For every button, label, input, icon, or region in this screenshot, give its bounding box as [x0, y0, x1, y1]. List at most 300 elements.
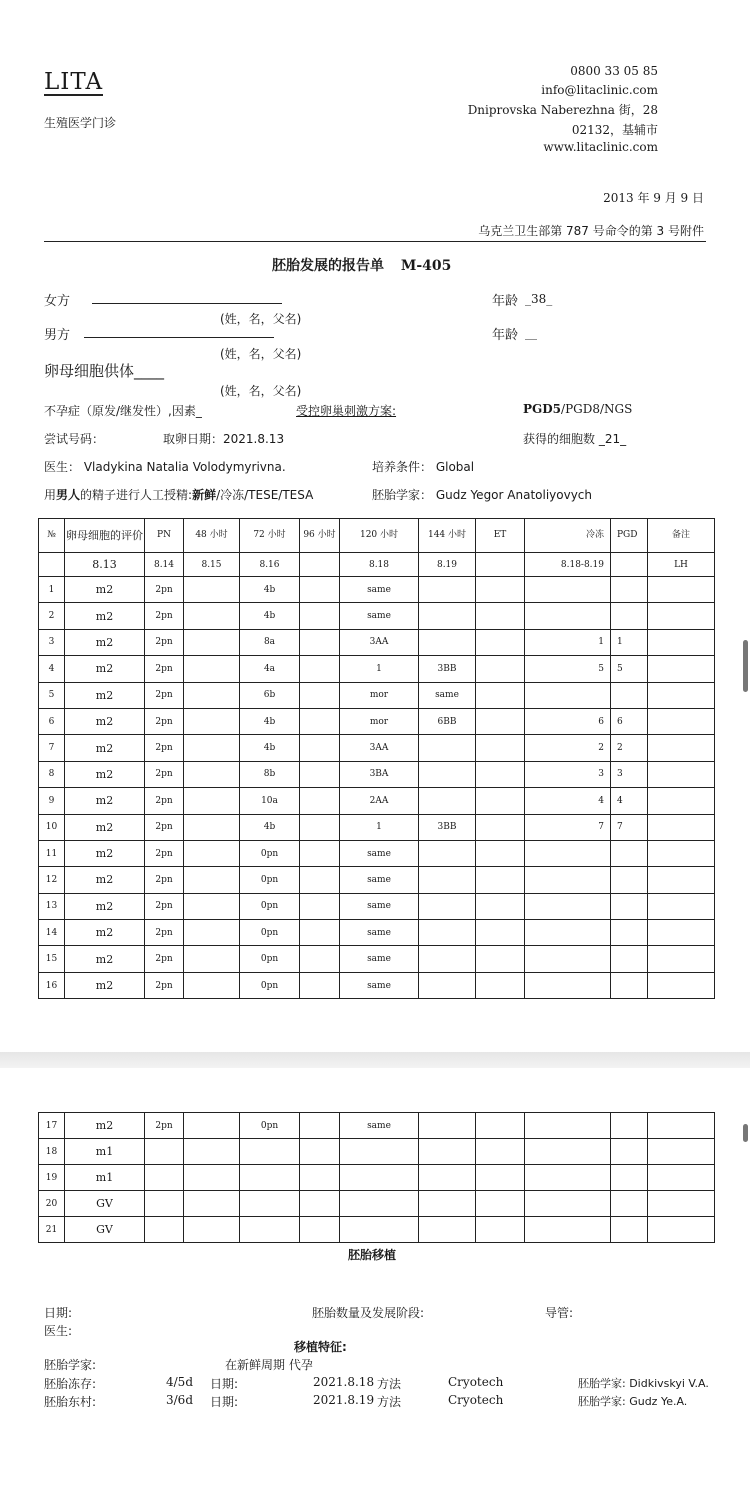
cell-h72: 4b — [240, 814, 300, 840]
cell-oocyte-eval: m2 — [65, 920, 145, 946]
cell-h96 — [300, 1191, 340, 1217]
infertility-field: 不孕症（原发/继发性）,因素_ — [44, 404, 202, 418]
cell-frozen: 8.18-8.19 — [525, 553, 611, 577]
table-row — [39, 1165, 715, 1191]
cell-pn: 2pn — [145, 946, 184, 972]
cell-pn: 2pn — [145, 893, 184, 919]
transfer-features-title: 移植特征: — [294, 1340, 347, 1354]
female-age-label: 年龄 — [492, 294, 519, 309]
cell-pn: 2pn — [145, 840, 184, 866]
table-row — [39, 603, 715, 629]
cell-notes — [648, 1139, 715, 1165]
cell-oocyte-eval: GV — [65, 1217, 145, 1243]
cell-frozen — [525, 1139, 611, 1165]
cell-frozen: 4 — [525, 788, 611, 814]
cell-h96 — [300, 788, 340, 814]
cell-h120: 3BA — [340, 761, 419, 787]
cell-notes — [648, 1113, 715, 1139]
cell-h144 — [419, 1165, 476, 1191]
cell-h144: 3BB — [419, 814, 476, 840]
cell-h96 — [300, 946, 340, 972]
cell-pgd — [611, 1165, 648, 1191]
cell-h72: 72 小时 — [240, 519, 300, 553]
cell-et — [476, 553, 525, 577]
cell-notes — [648, 1165, 715, 1191]
cell-h120: 120 小时 — [340, 519, 419, 553]
cell-et — [476, 1165, 525, 1191]
cell-frozen — [525, 867, 611, 893]
oocyte-donor-label: 卵母细胞供体____ — [44, 362, 165, 380]
table-row — [39, 761, 715, 787]
cell-row-number: 10 — [39, 814, 65, 840]
freeze-method-label: 方法 — [377, 1377, 402, 1391]
cell-oocyte-eval: 卵母细胞的评价 — [65, 519, 145, 553]
cell-h96 — [300, 553, 340, 577]
cell-et — [476, 603, 525, 629]
cell-h120 — [340, 1139, 419, 1165]
thaw-stage: 3/6d — [166, 1393, 193, 1407]
cell-row-number: 21 — [39, 1217, 65, 1243]
scrollbar-page1[interactable] — [743, 640, 748, 692]
cell-oocyte-eval: 8.13 — [65, 553, 145, 577]
cell-pgd — [611, 867, 648, 893]
table-row — [39, 920, 715, 946]
cell-pgd — [611, 553, 648, 577]
cell-h48 — [184, 1217, 240, 1243]
cell-oocyte-eval: m2 — [65, 814, 145, 840]
cell-frozen: 2 — [525, 735, 611, 761]
cell-pgd — [611, 920, 648, 946]
cell-pn: PN — [145, 519, 184, 553]
cell-pn — [145, 1217, 184, 1243]
cell-notes — [648, 840, 715, 866]
cell-row-number: 12 — [39, 867, 65, 893]
cell-oocyte-eval: m2 — [65, 735, 145, 761]
cell-et — [476, 840, 525, 866]
cell-h96 — [300, 1113, 340, 1139]
cell-notes — [648, 761, 715, 787]
cell-notes — [648, 1191, 715, 1217]
cell-frozen — [525, 603, 611, 629]
cell-h72: 8.16 — [240, 553, 300, 577]
cell-pgd — [611, 1191, 648, 1217]
sperm-rest: /冷冻/TESE/TESA — [216, 488, 314, 502]
cell-pn: 2pn — [145, 920, 184, 946]
cell-h144 — [419, 972, 476, 998]
cell-oocyte-eval: m2 — [65, 761, 145, 787]
cell-frozen — [525, 893, 611, 919]
stimulation-protocol: 受控卵巢刺激方案: — [296, 404, 397, 418]
cell-notes — [648, 735, 715, 761]
female-label: 女方 — [44, 294, 71, 309]
cell-h96 — [300, 840, 340, 866]
cell-h72: 0pn — [240, 1113, 300, 1139]
cell-h96 — [300, 629, 340, 655]
cell-h120: 2AA — [340, 788, 419, 814]
cell-pn — [145, 1165, 184, 1191]
table-row — [39, 946, 715, 972]
cell-h96 — [300, 656, 340, 682]
cell-oocyte-eval: m2 — [65, 972, 145, 998]
female-name-field — [92, 286, 282, 304]
cell-frozen — [525, 1113, 611, 1139]
cell-h72: 8a — [240, 629, 300, 655]
cell-et — [476, 735, 525, 761]
cell-frozen — [525, 1191, 611, 1217]
embryo-table — [38, 518, 715, 999]
header-divider — [44, 241, 706, 242]
cell-oocyte-eval: m2 — [65, 577, 145, 603]
cell-h72 — [240, 1191, 300, 1217]
cells-obtained: 获得的细胞数 _21_ — [523, 432, 627, 446]
cell-pgd — [611, 1113, 648, 1139]
cell-h96 — [300, 867, 340, 893]
cell-h72: 0pn — [240, 972, 300, 998]
table-row — [39, 1113, 715, 1139]
cell-pgd: 7 — [611, 814, 648, 840]
cell-h120: 3AA — [340, 629, 419, 655]
cell-pgd — [611, 972, 648, 998]
female-age-value: _38_ — [525, 292, 553, 306]
cell-h48 — [184, 577, 240, 603]
cell-row-number: 5 — [39, 682, 65, 708]
cell-h96 — [300, 682, 340, 708]
cell-h120: 3AA — [340, 735, 419, 761]
cell-h48 — [184, 972, 240, 998]
cell-row-number: 15 — [39, 946, 65, 972]
cell-h144 — [419, 603, 476, 629]
table-row — [39, 629, 715, 655]
cell-h48 — [184, 761, 240, 787]
cell-pgd: 3 — [611, 761, 648, 787]
scrollbar-page2[interactable] — [743, 1124, 748, 1142]
cell-pn: 2pn — [145, 603, 184, 629]
cell-h144 — [419, 577, 476, 603]
cell-h72: 4a — [240, 656, 300, 682]
cell-pn: 2pn — [145, 972, 184, 998]
cell-h96 — [300, 1165, 340, 1191]
cell-h48 — [184, 656, 240, 682]
cell-row-number: 9 — [39, 788, 65, 814]
cell-h48: 48 小时 — [184, 519, 240, 553]
cell-notes — [648, 656, 715, 682]
cell-h48 — [184, 788, 240, 814]
cell-row-number: 11 — [39, 840, 65, 866]
table-row — [39, 577, 715, 603]
cell-et — [476, 656, 525, 682]
table-header-row — [39, 519, 715, 553]
clinic-subtitle: 生殖医学门诊 — [44, 116, 117, 130]
report-page-2 — [0, 1068, 750, 1489]
cell-h144 — [419, 761, 476, 787]
cell-frozen: 5 — [525, 656, 611, 682]
cell-h144 — [419, 920, 476, 946]
cell-frozen: 7 — [525, 814, 611, 840]
cell-pn: 2pn — [145, 629, 184, 655]
cell-oocyte-eval: m2 — [65, 603, 145, 629]
cell-h120: 1 — [340, 656, 419, 682]
cell-h120 — [340, 1165, 419, 1191]
catheter-label: 导管: — [545, 1306, 574, 1320]
clinic-website: www.litaclinic.com — [543, 140, 658, 154]
cell-h48 — [184, 840, 240, 866]
cell-pgd: 1 — [611, 629, 648, 655]
cell-oocyte-eval: m2 — [65, 840, 145, 866]
clinic-email: info@litaclinic.com — [541, 83, 658, 97]
cell-h48 — [184, 946, 240, 972]
form-title-text: 胚胎发展的报告单 — [272, 258, 384, 274]
pgd-options — [523, 402, 632, 416]
page-separator — [0, 1052, 750, 1068]
cell-oocyte-eval: m2 — [65, 708, 145, 734]
cell-h48 — [184, 893, 240, 919]
cell-notes — [648, 1217, 715, 1243]
sperm-fresh: 新鲜 — [192, 488, 217, 502]
cell-h120: mor — [340, 708, 419, 734]
cell-h144 — [419, 735, 476, 761]
female-name-hint: (姓，名，父名) — [220, 312, 302, 326]
cell-et — [476, 972, 525, 998]
pgd-other: /PGD8/NGS — [561, 402, 633, 416]
cell-h96 — [300, 577, 340, 603]
cell-row-number: 6 — [39, 708, 65, 734]
cell-oocyte-eval: m2 — [65, 682, 145, 708]
freeze-label: 胚胎冻存: — [44, 1377, 97, 1391]
cell-et — [476, 1139, 525, 1165]
table-row — [39, 972, 715, 998]
cell-et — [476, 577, 525, 603]
cell-h72: 6b — [240, 682, 300, 708]
cell-h48 — [184, 814, 240, 840]
cell-pn — [145, 1191, 184, 1217]
attachment-note: 乌克兰卫生部第 787 号命令的第 3 号附件 — [478, 224, 704, 238]
cell-oocyte-eval: GV — [65, 1191, 145, 1217]
cell-h72 — [240, 1217, 300, 1243]
cell-h144 — [419, 1217, 476, 1243]
cell-et — [476, 920, 525, 946]
cell-notes: 备注 — [648, 519, 715, 553]
cell-row-number: 4 — [39, 656, 65, 682]
cell-h144: same — [419, 682, 476, 708]
cell-pgd: PGD — [611, 519, 648, 553]
cell-pn: 2pn — [145, 656, 184, 682]
cell-row-number: № — [39, 519, 65, 553]
cell-pn: 2pn — [145, 867, 184, 893]
table-row — [39, 682, 715, 708]
table-row — [39, 1139, 715, 1165]
cell-notes — [648, 920, 715, 946]
cell-et — [476, 1191, 525, 1217]
cell-frozen — [525, 577, 611, 603]
cell-pgd — [611, 893, 648, 919]
sperm-male: 男人 — [56, 488, 81, 502]
cell-et — [476, 946, 525, 972]
table-row — [39, 1191, 715, 1217]
cell-h144 — [419, 788, 476, 814]
cell-h48 — [184, 1165, 240, 1191]
thaw-method-label: 方法 — [377, 1395, 402, 1409]
cell-et — [476, 814, 525, 840]
cell-row-number — [39, 553, 65, 577]
cell-row-number: 13 — [39, 893, 65, 919]
cell-pn: 2pn — [145, 708, 184, 734]
cell-notes — [648, 946, 715, 972]
freeze-date-label: 日期: — [210, 1377, 239, 1391]
cell-h144 — [419, 1191, 476, 1217]
cell-pgd — [611, 946, 648, 972]
cell-pn: 2pn — [145, 577, 184, 603]
male-age-value: __ — [525, 326, 537, 340]
cell-h72: 10a — [240, 788, 300, 814]
sperm-mid: 的精子进行人工授精: — [80, 488, 193, 502]
cell-h144: 3BB — [419, 656, 476, 682]
table-row — [39, 1217, 715, 1243]
cell-frozen — [525, 972, 611, 998]
cell-oocyte-eval: m2 — [65, 656, 145, 682]
cell-h48 — [184, 603, 240, 629]
freeze-embryologist: 胚胎学家: Didkivskyi V.A. — [578, 1377, 709, 1390]
cell-h48: 8.15 — [184, 553, 240, 577]
cell-notes — [648, 577, 715, 603]
cell-h48 — [184, 920, 240, 946]
cell-pn: 2pn — [145, 788, 184, 814]
cell-h48 — [184, 682, 240, 708]
cell-pgd: 2 — [611, 735, 648, 761]
cell-oocyte-eval: m2 — [65, 629, 145, 655]
document-date: 2013 年 9 月 9 日 — [603, 191, 704, 205]
cell-h72 — [240, 1139, 300, 1165]
cell-notes — [648, 682, 715, 708]
cell-h96 — [300, 920, 340, 946]
cell-oocyte-eval: m2 — [65, 1113, 145, 1139]
cell-pn: 2pn — [145, 761, 184, 787]
embryologist-name: 胚胎学家： Gudz Yegor Anatoliyovych — [372, 488, 593, 502]
cell-h72 — [240, 1165, 300, 1191]
cell-pgd — [611, 577, 648, 603]
cell-h72: 4b — [240, 577, 300, 603]
cell-et — [476, 788, 525, 814]
embryo-count-label: 胚胎数量及发展阶段: — [312, 1306, 425, 1320]
cell-h120: same — [340, 1113, 419, 1139]
cell-oocyte-eval: m2 — [65, 893, 145, 919]
cell-h120: same — [340, 840, 419, 866]
table-row — [39, 788, 715, 814]
thaw-embryologist: 胚胎学家: Gudz Ye.A. — [578, 1395, 688, 1408]
cell-notes — [648, 629, 715, 655]
form-code: M-405 — [400, 258, 452, 274]
donor-name-hint: (姓，名，父名) — [220, 384, 302, 398]
cell-h120: same — [340, 893, 419, 919]
cell-notes — [648, 788, 715, 814]
cell-et — [476, 708, 525, 734]
cell-pn: 2pn — [145, 1113, 184, 1139]
cell-pn — [145, 1139, 184, 1165]
cell-et — [476, 761, 525, 787]
cell-notes — [648, 814, 715, 840]
cell-h120: 1 — [340, 814, 419, 840]
cell-oocyte-eval: m1 — [65, 1139, 145, 1165]
cell-row-number: 20 — [39, 1191, 65, 1217]
clinic-address-line2: 02132，基辅市 — [571, 123, 658, 137]
cell-et — [476, 682, 525, 708]
cell-frozen — [525, 1165, 611, 1191]
pgd-selected: PGD5 — [523, 402, 562, 416]
table-row — [39, 893, 715, 919]
cell-oocyte-eval: m2 — [65, 867, 145, 893]
cell-notes: LH — [648, 553, 715, 577]
table-row — [39, 840, 715, 866]
cell-h72: 0pn — [240, 920, 300, 946]
cell-notes — [648, 708, 715, 734]
cell-pgd: 4 — [611, 788, 648, 814]
cell-row-number: 17 — [39, 1113, 65, 1139]
cell-row-number: 8 — [39, 761, 65, 787]
cell-h96 — [300, 972, 340, 998]
cell-notes — [648, 867, 715, 893]
cell-h48 — [184, 867, 240, 893]
cell-h144: 8.19 — [419, 553, 476, 577]
cell-h72: 0pn — [240, 946, 300, 972]
cell-oocyte-eval: m2 — [65, 946, 145, 972]
cell-h144 — [419, 867, 476, 893]
table-date-row — [39, 553, 715, 577]
cell-et — [476, 1113, 525, 1139]
cell-h72: 8b — [240, 761, 300, 787]
doctor-name: 医生： Vladykina Natalia Volodymyrivna. — [44, 460, 286, 474]
cell-frozen — [525, 946, 611, 972]
clinic-logo: LITA — [44, 69, 104, 95]
cell-h72: 4b — [240, 708, 300, 734]
cell-h72: 4b — [240, 735, 300, 761]
cell-h144 — [419, 1113, 476, 1139]
cell-h48 — [184, 1113, 240, 1139]
cell-h144 — [419, 629, 476, 655]
cell-h144: 6BB — [419, 708, 476, 734]
cell-h120: mor — [340, 682, 419, 708]
cell-h72: 0pn — [240, 840, 300, 866]
thaw-method: Cryotech — [448, 1393, 504, 1407]
cell-pn: 2pn — [145, 735, 184, 761]
cell-h96 — [300, 814, 340, 840]
cycle-note: 在新鲜周期 代孕 — [225, 1358, 313, 1372]
cell-h48 — [184, 735, 240, 761]
cell-oocyte-eval: m1 — [65, 1165, 145, 1191]
cell-h72: 0pn — [240, 893, 300, 919]
cell-row-number: 16 — [39, 972, 65, 998]
cell-row-number: 18 — [39, 1139, 65, 1165]
cell-h120: same — [340, 867, 419, 893]
cell-h48 — [184, 708, 240, 734]
cell-frozen — [525, 920, 611, 946]
cell-et — [476, 1217, 525, 1243]
cell-h144 — [419, 946, 476, 972]
culture-conditions: 培养条件： Global — [372, 460, 475, 474]
cell-pn: 2pn — [145, 682, 184, 708]
cell-row-number: 14 — [39, 920, 65, 946]
sperm-source — [44, 486, 313, 503]
freeze-method: Cryotech — [448, 1375, 504, 1389]
cell-frozen: 1 — [525, 629, 611, 655]
table-row — [39, 814, 715, 840]
cell-pgd: 6 — [611, 708, 648, 734]
cell-h96: 96 小时 — [300, 519, 340, 553]
cell-frozen — [525, 840, 611, 866]
cell-notes — [648, 603, 715, 629]
cell-oocyte-eval: m2 — [65, 788, 145, 814]
cell-h96 — [300, 708, 340, 734]
sperm-prefix: 用 — [44, 488, 57, 502]
cell-et — [476, 893, 525, 919]
